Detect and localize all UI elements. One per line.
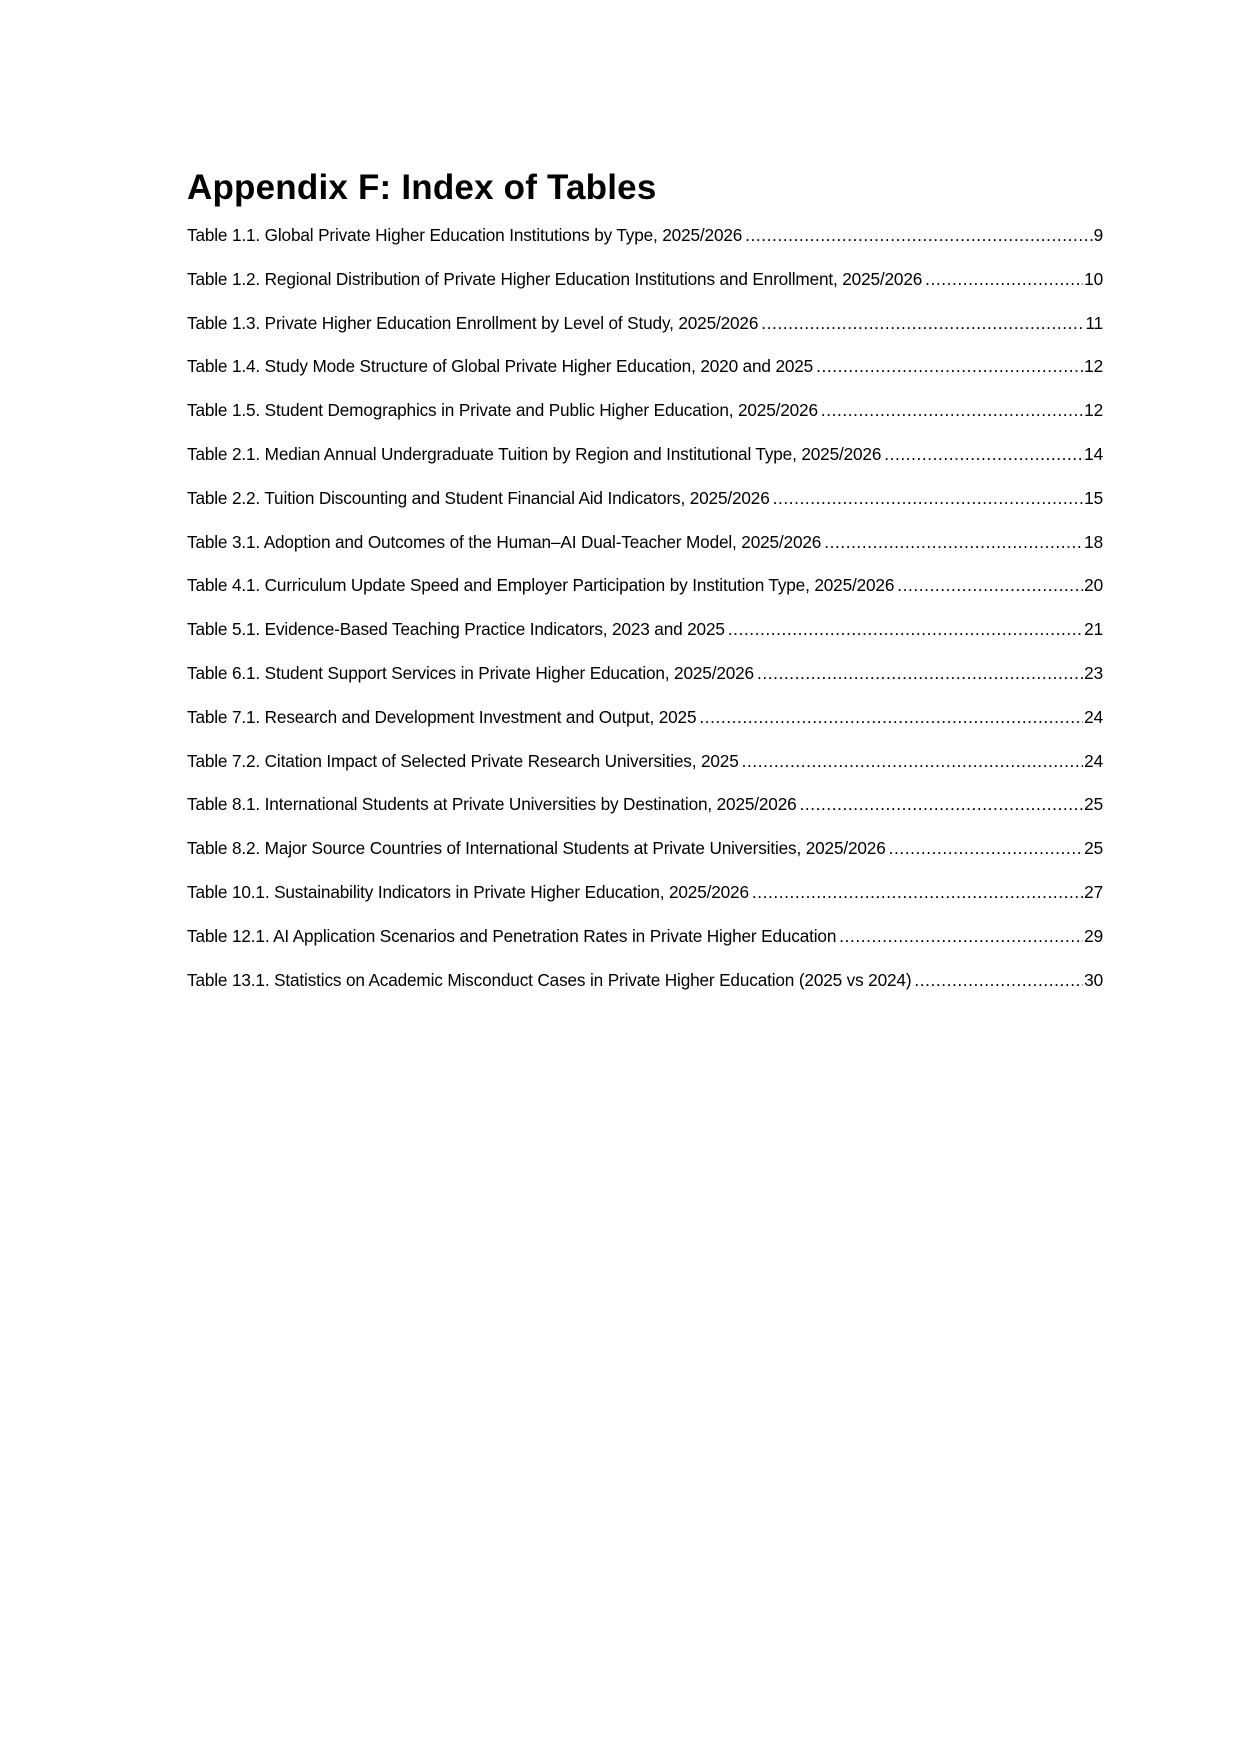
dot-leader bbox=[742, 750, 1084, 772]
toc-entry[interactable] bbox=[187, 268, 1103, 312]
dot-leader bbox=[925, 268, 1083, 290]
toc-entry-title: Table 13.1. Statistics on Academic Misconduct Cases in Private Higher Education (2025 vs 2024) bbox=[187, 969, 912, 990]
toc-entry[interactable] bbox=[187, 618, 1103, 662]
toc-entry-title: Table 1.1. Global Private Higher Education Institutions by Type, 2025/2026 bbox=[187, 225, 743, 245]
toc-entry-page: 27 bbox=[1084, 881, 1103, 902]
toc-entry-page: 30 bbox=[1084, 969, 1103, 990]
toc-entry-page: 9 bbox=[1093, 225, 1103, 245]
dot-leader bbox=[773, 487, 1084, 509]
dot-leader bbox=[745, 224, 1092, 246]
toc-entry-title: Table 6.1. Student Support Services in Private Higher Education, 2025/2026 bbox=[187, 662, 754, 683]
dot-leader bbox=[914, 969, 1083, 991]
dot-leader bbox=[699, 706, 1083, 728]
table-index-list bbox=[187, 224, 1103, 1012]
toc-entry-page: 18 bbox=[1084, 531, 1103, 552]
toc-entry-title: Table 5.1. Evidence-Based Teaching Practice Indicators, 2023 and 2025 bbox=[187, 619, 725, 640]
toc-entry[interactable] bbox=[187, 662, 1103, 706]
toc-entry-title: Table 1.5. Student Demographics in Private and Public Higher Education, 2025/2026 bbox=[187, 400, 818, 421]
toc-entry-title: Table 4.1. Curriculum Update Speed and Employer Participation by Institution Type, 2025/2026 bbox=[187, 575, 895, 596]
dot-leader bbox=[728, 618, 1083, 640]
dot-leader bbox=[839, 925, 1083, 947]
toc-entry[interactable] bbox=[187, 837, 1103, 881]
toc-entry[interactable] bbox=[187, 793, 1103, 837]
toc-entry[interactable] bbox=[187, 531, 1103, 575]
toc-entry[interactable] bbox=[187, 969, 1103, 1013]
toc-entry-page: 20 bbox=[1084, 575, 1103, 596]
toc-entry[interactable] bbox=[187, 224, 1103, 268]
toc-entry-page: 25 bbox=[1084, 838, 1103, 859]
toc-entry-page: 14 bbox=[1084, 443, 1103, 464]
toc-entry[interactable] bbox=[187, 487, 1103, 531]
toc-entry[interactable] bbox=[187, 750, 1103, 794]
toc-entry-page: 10 bbox=[1084, 268, 1103, 289]
toc-entry-title: Table 10.1. Sustainability Indicators in Private Higher Education, 2025/2026 bbox=[187, 881, 749, 902]
toc-entry[interactable] bbox=[187, 925, 1103, 969]
toc-entry-page: 21 bbox=[1084, 619, 1103, 640]
toc-entry[interactable] bbox=[187, 443, 1103, 487]
toc-entry-title: Table 1.2. Regional Distribution of Private Higher Education Institutions and Enrollment, 2025/2026 bbox=[187, 268, 923, 289]
toc-entry-page: 23 bbox=[1084, 662, 1103, 683]
toc-entry[interactable] bbox=[187, 312, 1103, 356]
toc-entry[interactable] bbox=[187, 706, 1103, 750]
toc-entry-page: 24 bbox=[1084, 750, 1103, 771]
dot-leader bbox=[897, 574, 1083, 596]
toc-entry[interactable] bbox=[187, 574, 1103, 618]
document-page bbox=[187, 168, 1103, 990]
toc-entry-title: Table 8.2. Major Source Countries of International Students at Private Universities, 2025/2026 bbox=[187, 838, 886, 859]
toc-entry-page: 12 bbox=[1084, 400, 1103, 421]
toc-entry-title: Table 1.4. Study Mode Structure of Global Private Higher Education, 2020 and 2025 bbox=[187, 356, 814, 377]
toc-entry-page: 11 bbox=[1085, 312, 1103, 333]
toc-entry-title: Table 2.2. Tuition Discounting and Student Financial Aid Indicators, 2025/2026 bbox=[187, 487, 770, 508]
dot-leader bbox=[884, 443, 1083, 465]
toc-entry-page: 29 bbox=[1084, 925, 1103, 946]
toc-entry[interactable] bbox=[187, 881, 1103, 925]
toc-entry-title: Table 2.1. Median Annual Undergraduate Tuition by Region and Institutional Type, 2025/2026 bbox=[187, 443, 882, 464]
toc-entry-title: Table 3.1. Adoption and Outcomes of the Human–AI Dual-Teacher Model, 2025/2026 bbox=[187, 531, 822, 552]
dot-leader bbox=[752, 881, 1083, 903]
dot-leader bbox=[889, 837, 1084, 859]
dot-leader bbox=[824, 531, 1083, 553]
toc-entry-title: Table 7.1. Research and Development Investment and Output, 2025 bbox=[187, 706, 697, 727]
dot-leader bbox=[816, 355, 1083, 377]
page-title: Appendix F: Index of Tables bbox=[187, 168, 657, 207]
dot-leader bbox=[821, 399, 1083, 421]
toc-entry-page: 12 bbox=[1084, 356, 1103, 377]
dot-leader bbox=[800, 793, 1084, 815]
toc-entry[interactable] bbox=[187, 399, 1103, 443]
toc-entry-title: Table 8.1. International Students at Private Universities by Destination, 2025/2026 bbox=[187, 794, 797, 815]
dot-leader bbox=[757, 662, 1083, 684]
toc-entry[interactable] bbox=[187, 355, 1103, 399]
toc-entry-page: 15 bbox=[1084, 487, 1103, 508]
toc-entry-title: Table 12.1. AI Application Scenarios and Penetration Rates in Private Higher Education bbox=[187, 925, 837, 946]
toc-entry-page: 24 bbox=[1084, 706, 1103, 727]
dot-leader bbox=[761, 312, 1084, 334]
toc-entry-title: Table 1.3. Private Higher Education Enrollment by Level of Study, 2025/2026 bbox=[187, 312, 759, 333]
toc-entry-page: 25 bbox=[1084, 794, 1103, 815]
toc-entry-title: Table 7.2. Citation Impact of Selected Private Research Universities, 2025 bbox=[187, 750, 739, 771]
